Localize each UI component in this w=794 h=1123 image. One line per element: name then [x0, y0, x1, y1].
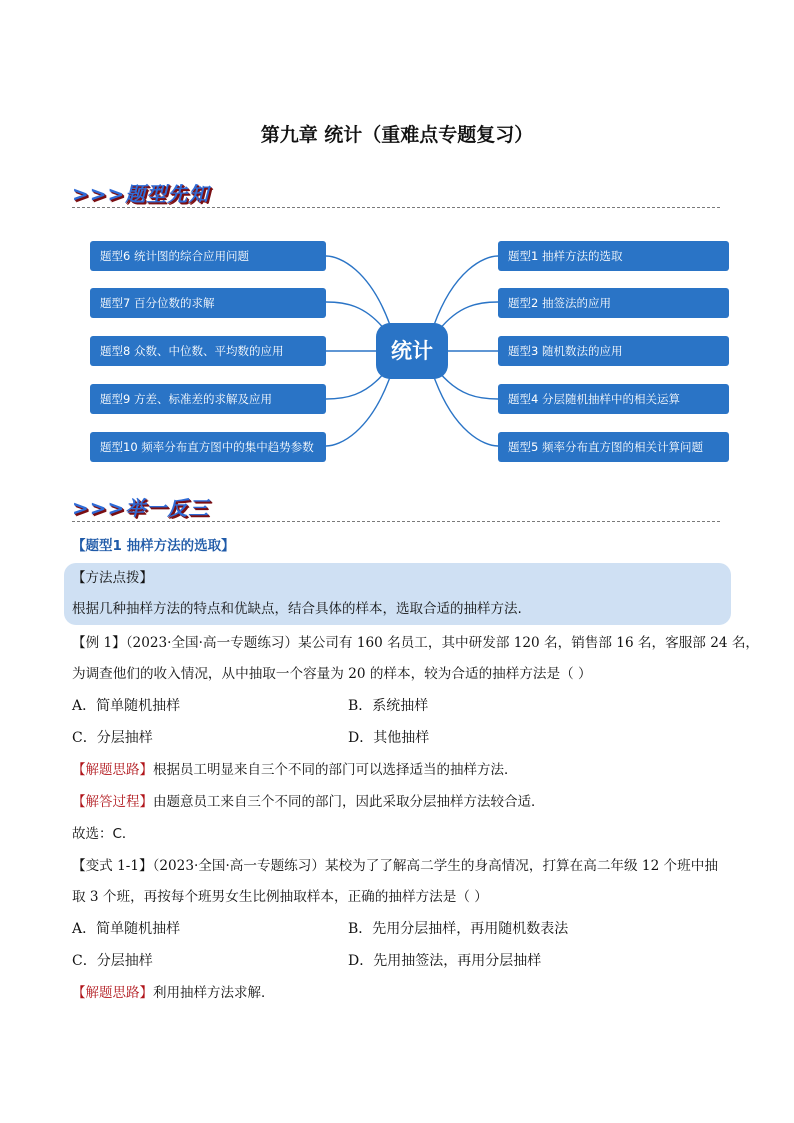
connector-right-4	[439, 372, 498, 399]
mindmap-left-node-2: 题型7 百分位数的求解	[90, 288, 326, 318]
variant1-option-c: C．分层抽样	[72, 953, 153, 969]
method-tips-title: 【方法点拨】	[72, 570, 153, 586]
solution-idea-label: 【解题思路】	[72, 762, 153, 778]
solution-idea-text: 利用抽样方法求解．	[153, 985, 275, 1001]
connector-left-2	[326, 302, 385, 330]
arrow-chevrons-icon: >>>	[72, 496, 126, 520]
variant1-line1: 【变式 1-1】（2023·全国·高一专题练习）某校为了了解高二学生的身高情况，打算在高二年级 12 个班中抽	[72, 858, 718, 874]
mindmap-left-node-5: 题型10 频率分布直方图中的集中趋势参数	[90, 432, 326, 462]
mindmap-center-node: 统计	[376, 323, 448, 379]
mindmap-right-node-3: 题型3 随机数法的应用	[498, 336, 729, 366]
example1-line1: 【例 1】（2023·全国·高一专题练习）某公司有 160 名员工，其中研发部 120 名，销售部 16 名，客服部 24 名，	[72, 635, 760, 651]
example1-option-c: C．分层抽样	[72, 730, 153, 746]
example1-solution-process	[72, 792, 545, 812]
solution-idea-text: 根据员工明显来自三个不同的部门可以选择适当的抽样方法．	[153, 762, 518, 778]
mindmap-right-node-1: 题型1 抽样方法的选取	[498, 241, 729, 271]
example1-option-b: B．系统抽样	[348, 698, 429, 714]
example1-line2: 为调查他们的收入情况，从中抽取一个容量为 20 的样本，较为合适的抽样方法是（ ）	[72, 666, 592, 682]
mindmap-left-node-4: 题型9 方差、标准差的求解及应用	[90, 384, 326, 414]
variant1-option-d: D．先用抽签法，再用分层抽样	[348, 953, 542, 969]
solution-idea-label: 【解题思路】	[72, 985, 153, 1001]
connector-right-2	[439, 302, 498, 330]
connector-right-5	[434, 377, 498, 446]
mindmap-right-node-2: 题型2 抽签法的应用	[498, 288, 729, 318]
mindmap-right-node-4: 题型4 分层随机抽样中的相关运算	[498, 384, 729, 414]
connector-left-5	[326, 377, 390, 446]
variant1-option-a: A．简单随机抽样	[72, 921, 181, 937]
type1-heading: 【题型1 抽样方法的选取】	[72, 538, 235, 554]
connector-left-1	[326, 256, 390, 325]
arrow-chevrons-icon: >>>	[72, 182, 126, 206]
section-heading-examples: >>>举一反三	[72, 496, 210, 520]
variant1-line2: 取 3 个班，再按每个班男女生比例抽取样本，正确的抽样方法是（ ）	[72, 889, 488, 905]
connector-left-4	[326, 372, 385, 399]
example1-answer: 故选：C．	[72, 826, 136, 842]
mindmap-right-node-5: 题型5 频率分布直方图的相关计算问题	[498, 432, 729, 462]
solution-process-label: 【解答过程】	[72, 794, 153, 810]
solution-process-text: 由题意员工来自三个不同的部门，因此采取分层抽样方法较合适．	[153, 794, 545, 810]
section-divider	[72, 521, 720, 522]
variant1-option-b: B．先用分层抽样，再用随机数表法	[348, 921, 569, 937]
connector-right-1	[434, 256, 498, 325]
page-title: 第九章 统计（重难点专题复习）	[260, 124, 534, 146]
method-tips-text: 根据几种抽样方法的特点和优缺点，结合具体的样本，选取合适的抽样方法.	[72, 601, 522, 617]
mindmap-left-node-3: 题型8 众数、中位数、平均数的应用	[90, 336, 326, 366]
example1-option-a: A．简单随机抽样	[72, 698, 181, 714]
mindmap-left-node-1: 题型6 统计图的综合应用问题	[90, 241, 326, 271]
variant1-solution-idea	[72, 983, 275, 1003]
example1-solution-idea	[72, 760, 518, 780]
example1-option-d: D．其他抽样	[348, 730, 430, 746]
section-heading-types-preview: >>>题型先知	[72, 182, 210, 206]
